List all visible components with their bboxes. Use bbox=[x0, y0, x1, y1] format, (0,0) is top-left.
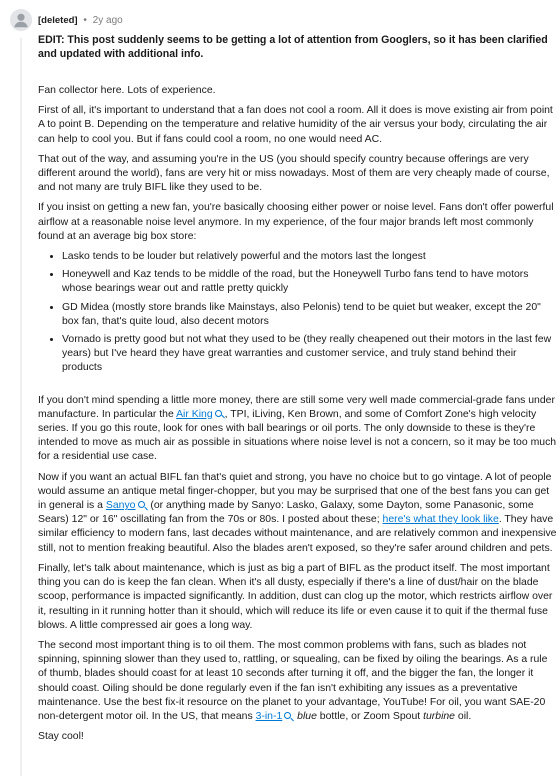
emphasis-blue: blue bbox=[297, 710, 317, 722]
paragraph-intro: Fan collector here. Lots of experience. bbox=[38, 85, 216, 96]
sanyo-photos-link[interactable]: here's what they look like bbox=[382, 514, 499, 526]
search-icon[interactable] bbox=[138, 501, 145, 508]
paragraph-cooling: First of all, it's important to understand that a fan does not cool a room. All it does is move existing air from point A to point B. Depending on the temperature and relative humidity of the air versus your body, circulating the air can help to cool you. But if fans could cool a room, no one would need AC. bbox=[38, 105, 553, 145]
avatar[interactable] bbox=[10, 9, 32, 31]
comment-author[interactable]: [deleted] bbox=[38, 15, 78, 26]
list-item: • Lasko tends to be louder but relatively powerful and the motors last the longest bbox=[62, 250, 558, 264]
text-run: , TPI, iLiving, Ken Brown, and some of Comfort Zone's high velocity series. If you go this route, look for ones with ball bearings or oil ports. The only downside to these is they're intended to move as much air as possible in situations where noise level is not a concern, so it may be too much for a residential use case. bbox=[38, 408, 557, 463]
list-item: • Vornado is pretty good but not what they used to be (they really cheapened out their motors in the last few years) but I've heard they have great warranties and customer service, and truly stand behind their products bbox=[62, 333, 558, 376]
text-run: bottle, or Zoom Spout bbox=[316, 710, 424, 722]
paragraph-commercial bbox=[38, 394, 558, 465]
paragraph-us-market: That out of the way, and assuming you're in the US (you should specify country because offerings are very different around the world), fans are very hit or miss nowadays. Most of them are very cheaply made of course, and not many are truly BIFL like they used to be. bbox=[38, 153, 550, 194]
edit-headline: EDIT: This post suddenly seems to be getting a lot of attention from Googlers, so it has been clarified and updated with additional info. bbox=[38, 34, 548, 60]
paragraph-oiling bbox=[38, 639, 558, 724]
paragraph-vintage bbox=[38, 471, 558, 556]
three-in-one-search-link[interactable]: 3-in-1 bbox=[255, 710, 283, 722]
text-run: (or anything made by Sanyo: Lasko, Galaxy, some Dayton, some Panasonic, some Sears) 12" or 16" oscillating fan from the 70s or 80s. I posted about these; bbox=[38, 500, 534, 526]
text-run: . They have similar efficiency to modern fans, last decades without maintenance, and are relatively common and inexpensive still, not to mention freaking beautiful. Also the blades aren't exposed, so they're safer around children and pets. bbox=[38, 514, 557, 554]
paragraph-maintenance: Finally, let's talk about maintenance, which is just as big a part of BIFL as the product itself. The most important thing you can do is keep the fan clean. When it's all dusty, especially if there's a line of dust/hair on the blade scoop, performance is impacted significantly. In addition, dust can clog up the motor, which restricts airflow over it, resulting in it running hotter than it should, which will reduce its life or even cause it to quit if the thermal fuse blows. A little compressed air goes a long way. bbox=[38, 562, 553, 631]
text-run: The second most important thing is to oil them. The most common problems with fans, such as blades not spinning, spinning slower than they used to, rattling, or squealing, can be fixed by oiling the bearings. As a rule of thumb, blades should coast for at least 10 seconds after turning it off, and the bigger the fan, the longer it should coast. Oiling should be done regularly even if the fan isn't exhibiting any issues as a preventative maintenance. Use the best fix-it resource on the planet to your advantage, YouTube! For oil, you want SAE-20 non-detergent motor oil. In the US, that means bbox=[38, 639, 548, 722]
paragraph-new-fan: If you insist on getting a new fan, you're basically choosing either power or noise level. Fans don't offer powerful airflow at a reasonable noise level anymore. In my experience, of the four major brands left most commonly found at an average big box store: bbox=[38, 202, 554, 242]
sign-off: Stay cool! bbox=[38, 731, 84, 743]
comment-age: 2y ago bbox=[92, 15, 123, 26]
thread-line[interactable] bbox=[20, 38, 22, 776]
text-run: If you don't mind spending a little more money, there are still some very well made commercial-grade fans under manufacture. In particular the bbox=[38, 394, 555, 420]
list-item: • Honeywell and Kaz tends to be middle of the road, but the Honeywell Turbo fans tend to have motors whose bearings wear out and rattle pretty quickly bbox=[62, 268, 558, 296]
comment-body bbox=[38, 33, 558, 750]
air-king-search-link[interactable]: Air King bbox=[176, 408, 213, 420]
search-icon[interactable] bbox=[215, 410, 222, 417]
meta-separator: • bbox=[83, 15, 87, 26]
emphasis-turbine: turbine bbox=[423, 710, 455, 722]
search-icon[interactable] bbox=[284, 712, 291, 719]
list-item: • GD Midea (mostly store brands like Mainstays, also Pelonis) tend to be quiet but weaker, except the 20" box fan, that's quite loud, also decent motors bbox=[62, 301, 558, 329]
sanyo-search-link[interactable]: Sanyo bbox=[105, 500, 136, 512]
deleted-user-avatar-icon bbox=[10, 9, 32, 31]
comment-meta bbox=[38, 15, 123, 27]
brand-list bbox=[38, 250, 558, 376]
text-run: oil. bbox=[455, 710, 472, 722]
text-run: Now if you want an actual BIFL fan that's quiet and strong, you have no choice but to go vintage. A lot of people would assume an antique metal finger-chopper, but you may be surprised that one of the best fans you can get in general is a bbox=[38, 471, 552, 512]
